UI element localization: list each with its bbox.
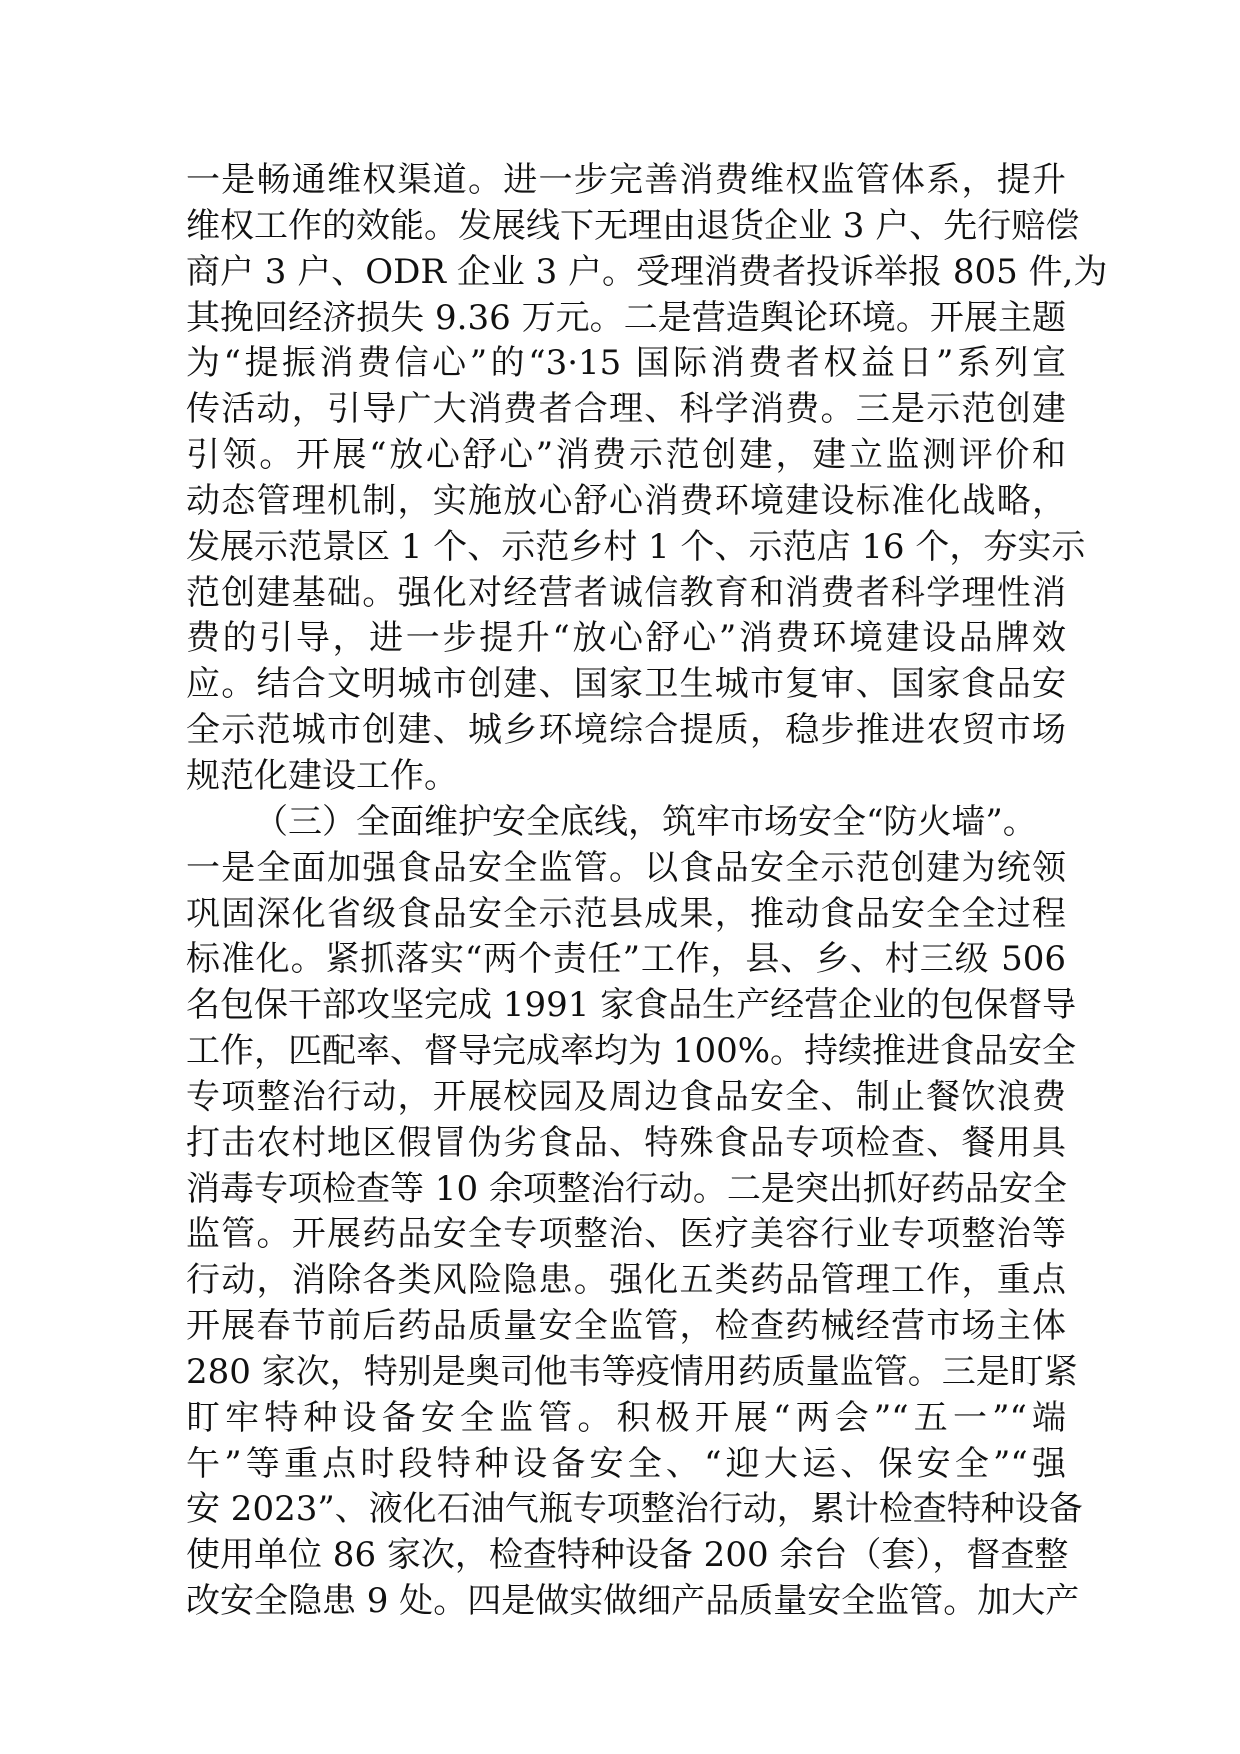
text-line: 引领。开展“放心舒心”消费示范创建，建立监测评价和	[186, 435, 1066, 476]
text-line: 全示范城市创建、城乡环境综合提质，稳步推进农贸市场	[186, 710, 1066, 751]
text-line: 改安全隐患 9 处。四是做实做细产品质量安全监管。加大产	[186, 1581, 1080, 1622]
text-line: 范创建基础。强化对经营者诚信教育和消费者科学理性消	[186, 572, 1066, 613]
text-line: 商户 3 户、ODR 企业 3 户。受理消费者投诉举报 805 件,为	[186, 251, 1108, 292]
text-line: 专项整治行动，开展校园及周边食品安全、制止餐饮浪费	[186, 1076, 1066, 1117]
section-heading-line: （三）全面维护安全底线，筑牢市场安全“防火墙”。	[254, 801, 1037, 842]
text-line: 开展春节前后药品质量安全监管，检查药械经营市场主体	[186, 1306, 1066, 1347]
text-line: 午”等重点时段特种设备安全、“迎大运、保安全”“强	[186, 1443, 1066, 1484]
text-line: 消毒专项检查等 10 余项整治行动。二是突出抓好药品安全	[186, 1168, 1067, 1209]
text-line: 安 2023”、液化石油气瓶专项整治行动，累计检查特种设备	[186, 1489, 1083, 1530]
text-line: 费的引导，进一步提升“放心舒心”消费环境建设品牌效	[186, 618, 1066, 659]
text-line: 打击农村地区假冒伪劣食品、特殊食品专项检查、餐用具	[186, 1122, 1066, 1163]
text-line: 盯牢特种设备安全监管。积极开展“两会”“五一”“端	[186, 1397, 1066, 1438]
text-line: 其挽回经济损失 9.36 万元。二是营造舆论环境。开展主题	[186, 297, 1066, 338]
text-line: 使用单位 86 家次，检查特种设备 200 余台（套），督查整	[186, 1535, 1069, 1576]
text-line: 动态管理机制，实施放心舒心消费环境建设标准化战略，	[186, 480, 1066, 521]
text-line: 工作，匹配率、督导完成率均为 100%。持续推进食品安全	[186, 1031, 1077, 1072]
text-line: 巩固深化省级食品安全示范县成果，推动食品安全全过程	[186, 893, 1066, 934]
text-line: 行动，消除各类风险隐患。强化五类药品管理工作，重点	[186, 1260, 1066, 1301]
body-text	[186, 158, 1108, 1625]
text-line: 应。结合文明城市创建、国家卫生城市复审、国家食品安	[186, 664, 1066, 705]
text-line: 监管。开展药品安全专项整治、医疗美容行业专项整治等	[186, 1214, 1066, 1255]
text-line: 维权工作的效能。发展线下无理由退货企业 3 户、先行赔偿	[186, 205, 1080, 246]
text-line: 名包保干部攻坚完成 1991 家食品生产经营企业的包保督导	[186, 985, 1077, 1026]
text-line: 规范化建设工作。	[186, 755, 458, 796]
text-line: 标准化。紧抓落实“两个责任”工作，县、乡、村三级 506	[186, 939, 1066, 980]
text-line: 为“提振消费信心”的“3·15 国际消费者权益日”系列宣	[186, 343, 1066, 384]
text-line: 传活动，引导广大消费者合理、科学消费。三是示范创建	[186, 389, 1066, 430]
text-line: 280 家次，特别是奥司他韦等疫情用药质量监管。三是盯紧	[186, 1351, 1078, 1392]
text-line: 发展示范景区 1 个、示范乡村 1 个、示范店 16 个，夯实示	[186, 526, 1086, 567]
text-line: 一是全面加强食品安全监管。以食品安全示范创建为统领	[186, 847, 1066, 888]
text-line: 一是畅通维权渠道。进一步完善消费维权监管体系，提升	[186, 160, 1066, 200]
